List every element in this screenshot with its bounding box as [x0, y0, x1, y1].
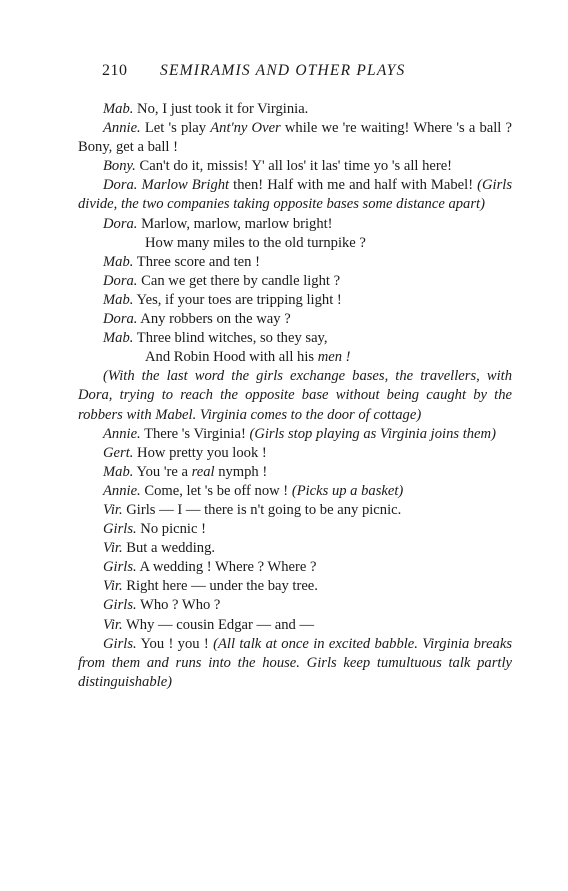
speaker-name: Annie.	[103, 425, 141, 442]
dialogue-line	[78, 176, 512, 214]
book-page	[78, 62, 513, 692]
dialogue-line	[78, 329, 512, 348]
speaker-name: Dora.	[103, 215, 138, 232]
dialogue-line	[78, 157, 512, 176]
dialogue-line	[78, 444, 512, 463]
speaker-name: Mab.	[103, 463, 134, 480]
speaker-name: Mab.	[103, 101, 134, 117]
verse-line	[78, 348, 512, 367]
line-text: Girls — I — there is n't going to be any picnic.	[122, 501, 402, 518]
line-text: nymph !	[214, 463, 268, 480]
dialogue-line	[78, 482, 512, 501]
line-text: Can't do it, missis! Y' all los' it las' time yo 's all here!	[135, 158, 453, 175]
line-text: Three score and ten !	[133, 253, 260, 270]
dialogue-line	[78, 635, 512, 692]
dialogue-line	[78, 367, 512, 424]
page-header	[102, 62, 512, 80]
line-text: A wedding ! Where ? Where ?	[136, 559, 317, 576]
italic-text: (With the last word the girls exchange bases, the travellers, with Dora, trying to reach the opposite base without being caught by the robbers with Mabel. Virginia comes to the door of cottage)	[78, 368, 512, 423]
line-text: Right here — under the bay tree.	[122, 578, 318, 595]
speaker-name: Bony.	[103, 158, 136, 175]
dialogue-line	[78, 596, 512, 615]
line-text: How pretty you look !	[133, 444, 267, 461]
dialogue-line	[78, 616, 512, 635]
line-text: Three blind witches, so they say,	[133, 330, 328, 347]
dialogue-line	[78, 272, 512, 291]
italic-text: Marlow Bright	[141, 177, 230, 194]
line-text: Come, let 's be off now !	[140, 482, 292, 499]
dialogue-line	[78, 291, 512, 310]
dialogue-line	[78, 100, 512, 119]
dialogue-line	[78, 119, 512, 157]
speaker-name: Girls.	[103, 521, 137, 538]
line-text: No, I just took it for Virginia.	[133, 101, 309, 117]
line-text: Marlow, marlow, marlow bright!	[137, 215, 333, 232]
line-text: How many miles to the old turnpike ?	[145, 234, 366, 251]
line-text: while we 're waiting! Where 's a ball ? Bony, get a ball !	[78, 120, 512, 156]
speaker-name: Vir.	[103, 616, 123, 633]
speaker-name: Annie.	[103, 482, 141, 499]
speaker-name: Gert.	[103, 444, 134, 461]
italic-text: (All talk at once in excited babble. Virginia breaks from them and runs into the house. Girls keep tumultuous talk partly distinguishable)	[78, 635, 513, 690]
dialogue-line	[78, 501, 512, 520]
speaker-name: Vir.	[103, 501, 123, 518]
speaker-name: Dora.	[103, 177, 138, 194]
speaker-name: Mab.	[103, 330, 134, 347]
dialogue-line	[78, 310, 512, 329]
dialogue-line	[78, 520, 512, 539]
speaker-name: Girls.	[103, 559, 137, 576]
line-text: And Robin Hood with all his	[145, 349, 318, 366]
italic-text: Ant'ny Over	[210, 120, 281, 137]
dialogue-line	[78, 577, 512, 596]
line-text: You 're a	[133, 463, 192, 480]
speaker-name: Girls.	[103, 635, 137, 652]
verse-line	[78, 234, 512, 253]
line-text: You ! you !	[136, 635, 214, 652]
italic-text: (Picks up a basket)	[291, 482, 404, 499]
line-text: There 's Virginia!	[140, 425, 250, 442]
line-text: then! Half with me and half with Mabel!	[229, 177, 478, 194]
dialogue-line	[78, 463, 512, 482]
speaker-name: Vir.	[103, 540, 123, 557]
line-text: Any robbers on the way ?	[137, 311, 291, 328]
dialogue-line	[78, 558, 512, 577]
line-text: No picnic !	[136, 521, 206, 538]
speaker-name: Annie.	[103, 120, 141, 137]
italic-text: men !	[317, 349, 351, 366]
speaker-name: Dora.	[103, 311, 138, 328]
line-text: Why — cousin Edgar — and —	[122, 616, 315, 633]
italic-text: (Girls divide, the two companies taking opposite bases some distance apart)	[78, 177, 513, 213]
play-text	[78, 100, 512, 692]
speaker-name: Mab.	[103, 291, 134, 308]
dialogue-line	[78, 539, 512, 558]
line-text: But a wedding.	[122, 540, 216, 557]
dialogue-line	[78, 425, 512, 444]
line-text: Who ? Who ?	[136, 597, 221, 614]
speaker-name: Vir.	[103, 578, 123, 595]
italic-text: (Girls stop playing as Virginia joins them)	[249, 425, 496, 442]
italic-text: real	[191, 463, 215, 480]
line-text: Can we get there by candle light ?	[137, 272, 341, 289]
dialogue-line	[78, 215, 512, 234]
dialogue-line	[78, 253, 512, 272]
running-title: SEMIRAMIS AND OTHER PLAYS	[160, 62, 406, 79]
page-number: 210	[102, 62, 128, 79]
speaker-name: Girls.	[103, 597, 137, 614]
line-text: Yes, if your toes are tripping light !	[133, 291, 342, 308]
speaker-name: Dora.	[103, 272, 138, 289]
speaker-name: Mab.	[103, 253, 134, 270]
line-text: Let 's play	[140, 120, 211, 137]
